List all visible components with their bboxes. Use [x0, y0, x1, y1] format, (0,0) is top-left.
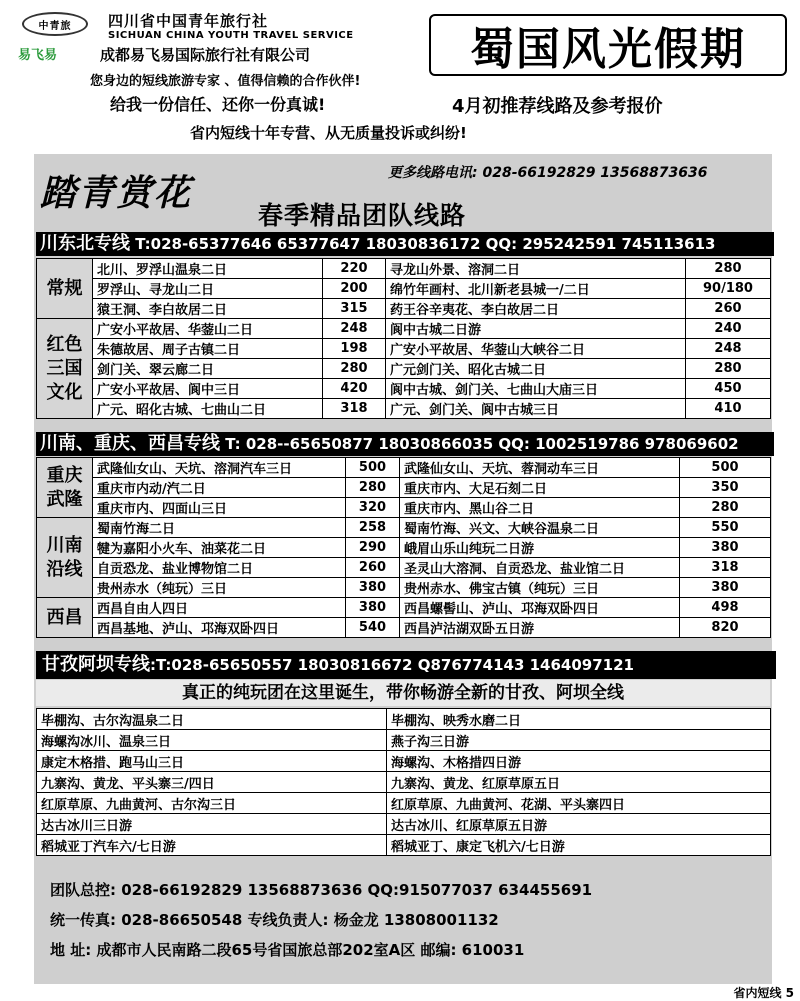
route-price: 318 [680, 558, 771, 578]
table-row [37, 259, 771, 279]
table-row [37, 558, 771, 578]
route-name: 广安小平故居、华蓥山大峡谷二日 [386, 339, 686, 359]
route-price: 380 [346, 578, 400, 598]
route-name: 达古冰川三日游 [37, 814, 387, 835]
table-row [37, 498, 771, 518]
route-name: 康定木格措、跑马山三日 [37, 751, 387, 772]
route-price: 498 [680, 598, 771, 618]
route-name: 九寨沟、黄龙、红原草原五日 [387, 772, 771, 793]
route-price: 260 [686, 299, 771, 319]
promo-title: 踏青赏花 [40, 173, 193, 214]
org2-name: 成都易飞易国际旅行社有限公司 [100, 46, 311, 64]
table-row [37, 538, 771, 558]
table-row [37, 835, 771, 856]
section1-header [36, 232, 774, 256]
route-price: 550 [680, 518, 771, 538]
section3-table [36, 708, 771, 856]
group-label: 重庆 武隆 [37, 458, 93, 518]
route-name: 广元、昭化古城、七曲山二日 [93, 399, 323, 419]
table-row [37, 709, 771, 730]
route-name: 猿王洞、李白故居二日 [93, 299, 323, 319]
group-label: 川南 沿线 [37, 518, 93, 598]
route-name: 药王谷辛夷花、李白故居二日 [386, 299, 686, 319]
table-row [37, 299, 771, 319]
route-name: 重庆市内动/汽二日 [93, 478, 346, 498]
route-price: 350 [680, 478, 771, 498]
route-name: 武隆仙女山、天坑、溶洞汽车三日 [93, 458, 346, 478]
table-row [37, 793, 771, 814]
route-name: 达古冰川、红原草原五日游 [387, 814, 771, 835]
route-name: 广元、剑门关、阆中古城三日 [386, 399, 686, 419]
route-name: 北川、罗浮山温泉二日 [93, 259, 323, 279]
route-name: 九寨沟、黄龙、平头寨三/四日 [37, 772, 387, 793]
table-row [37, 730, 771, 751]
section3-header [36, 651, 776, 679]
table-row [37, 359, 771, 379]
route-name: 剑门关、翠云廊二日 [93, 359, 323, 379]
route-name: 圣灵山大溶洞、自贡恐龙、盐业馆二日 [400, 558, 680, 578]
route-price: 90/180 [686, 279, 771, 299]
route-price: 280 [686, 359, 771, 379]
route-name: 广安小平故居、华蓥山二日 [93, 319, 323, 339]
route-name: 阆中古城、剑门关、七曲山大庙三日 [386, 379, 686, 399]
table-row [37, 279, 771, 299]
route-name: 毕棚沟、古尔沟温泉二日 [37, 709, 387, 730]
table-row [37, 598, 771, 618]
route-price: 280 [346, 478, 400, 498]
slogan-2: 给我一份信任、还你一份真诚! [110, 95, 326, 114]
table-row [37, 772, 771, 793]
cyts-logo: 中青旅 [22, 12, 88, 36]
route-name: 红原草原、九曲黄河、花湖、平头寨四日 [387, 793, 771, 814]
route-price: 380 [680, 538, 771, 558]
section2-name: 川南、重庆、西昌专线 [40, 433, 220, 454]
route-price: 248 [323, 319, 386, 339]
route-name: 广元剑门关、昭化古城二日 [386, 359, 686, 379]
route-price: 315 [323, 299, 386, 319]
route-price: 540 [346, 618, 400, 638]
slogan-3: 省内短线十年专营、从无质量投诉或纠纷! [190, 124, 467, 142]
route-price: 410 [686, 399, 771, 419]
route-price: 198 [323, 339, 386, 359]
section1-name: 川东北专线 [40, 233, 130, 254]
route-name: 寻龙山外景、溶洞二日 [386, 259, 686, 279]
table-row [37, 518, 771, 538]
more-lines-phone: 更多线路电讯: 028-66192829 13568873636 [388, 165, 708, 181]
route-price: 320 [346, 498, 400, 518]
route-name: 稻城亚丁、康定飞机六/七日游 [387, 835, 771, 856]
route-name: 朱德故居、周子古镇二日 [93, 339, 323, 359]
route-price: 820 [680, 618, 771, 638]
route-price: 280 [686, 259, 771, 279]
route-name: 蜀南竹海二日 [93, 518, 346, 538]
route-name: 犍为嘉阳小火车、油菜花二日 [93, 538, 346, 558]
org-name-en: SICHUAN CHINA YOUTH TRAVEL SERVICE [108, 30, 354, 41]
section3-phones: :T:028-65650557 18030816672 Q876774143 1464097121 [150, 656, 634, 674]
route-name: 稻城亚丁汽车六/七日游 [37, 835, 387, 856]
section2-table [36, 457, 771, 638]
route-name: 罗浮山、寻龙山二日 [93, 279, 323, 299]
route-price: 280 [680, 498, 771, 518]
section2-phones: T: 028--65650877 18030866035 QQ: 1002519786 978069602 [220, 435, 739, 453]
route-price: 420 [323, 379, 386, 399]
org-name: 四川省中国青年旅行社 [108, 12, 269, 30]
route-price: 240 [686, 319, 771, 339]
section2-header [36, 432, 774, 456]
route-name: 西昌泸沽湖双卧五日游 [400, 618, 680, 638]
footer-label: 省内短线 5 [733, 986, 794, 1000]
section1-table [36, 258, 771, 419]
section1-phones: T:028-65377646 65377647 18030836172 QQ: 295242591 745113613 [130, 235, 716, 253]
route-price: 380 [346, 598, 400, 618]
route-name: 贵州赤水、佛宝古镇（纯玩）三日 [400, 578, 680, 598]
section3-banner: 真正的纯玩团在这里诞生，带你畅游全新的甘孜、阿坝全线 [36, 680, 770, 706]
slogan-1: 您身边的短线旅游专家 、值得信赖的合作伙伴! [90, 74, 361, 89]
table-row [37, 399, 771, 419]
route-price: 290 [346, 538, 400, 558]
contact-team: 团队总控: 028-66192829 13568873636 QQ:915077037 634455691 [50, 881, 593, 899]
header [0, 0, 800, 153]
route-name: 海螺沟冰川、温泉三日 [37, 730, 387, 751]
table-row [37, 618, 771, 638]
route-name: 海螺沟、木格措四日游 [387, 751, 771, 772]
route-price: 450 [686, 379, 771, 399]
table-row [37, 339, 771, 359]
table-row [37, 814, 771, 835]
route-name: 重庆市内、四面山三日 [93, 498, 346, 518]
page-title: 蜀国风光假期 [429, 14, 787, 76]
route-price: 380 [680, 578, 771, 598]
route-price: 500 [680, 458, 771, 478]
contacts [50, 875, 592, 965]
route-name: 重庆市内、黑山谷二日 [400, 498, 680, 518]
route-name: 峨眉山乐山纯玩二日游 [400, 538, 680, 558]
route-price: 200 [323, 279, 386, 299]
route-name: 燕子沟三日游 [387, 730, 771, 751]
section3-name: 甘孜阿坝专线 [42, 654, 150, 675]
contact-address: 地 址: 成都市人民南路二段65号省国旅总部202室A区 邮编: 610031 [50, 941, 525, 959]
table-row [37, 578, 771, 598]
group-label: 常规 [37, 259, 93, 319]
route-name: 西昌基地、泸山、邛海双卧四日 [93, 618, 346, 638]
route-price: 280 [323, 359, 386, 379]
table-row [37, 458, 771, 478]
group-label: 红色 三国 文化 [37, 319, 93, 419]
page-subtitle: 4月初推荐线路及参考报价 [452, 96, 663, 117]
route-name: 武隆仙女山、天坑、蓉洞动车三日 [400, 458, 680, 478]
table-row [37, 319, 771, 339]
route-name: 广安小平故居、阆中三日 [93, 379, 323, 399]
route-price: 318 [323, 399, 386, 419]
route-price: 500 [346, 458, 400, 478]
route-name: 毕棚沟、映秀水磨二日 [387, 709, 771, 730]
route-name: 重庆市内、大足石刻二日 [400, 478, 680, 498]
promo-spring: 春季精品团队线路 [258, 201, 467, 230]
route-name: 绵竹年画村、北川新老县城一/二日 [386, 279, 686, 299]
route-name: 红原草原、九曲黄河、古尔沟三日 [37, 793, 387, 814]
route-name: 蜀南竹海、兴文、大峡谷温泉二日 [400, 518, 680, 538]
group-label: 西昌 [37, 598, 93, 638]
route-price: 260 [346, 558, 400, 578]
yifeiyi-logo: 易飞易 [18, 48, 58, 63]
table-row [37, 751, 771, 772]
contact-fax: 统一传真: 028-86650548 专线负责人: 杨金龙 13808001132 [50, 911, 499, 929]
table-row [37, 379, 771, 399]
route-name: 阆中古城二日游 [386, 319, 686, 339]
route-price: 258 [346, 518, 400, 538]
route-name: 西昌螺髻山、泸山、邛海双卧四日 [400, 598, 680, 618]
route-price: 248 [686, 339, 771, 359]
route-name: 贵州赤水（纯玩）三日 [93, 578, 346, 598]
route-price: 220 [323, 259, 386, 279]
table-row [37, 478, 771, 498]
route-name: 自贡恐龙、盐业博物馆二日 [93, 558, 346, 578]
route-name: 西昌自由人四日 [93, 598, 346, 618]
